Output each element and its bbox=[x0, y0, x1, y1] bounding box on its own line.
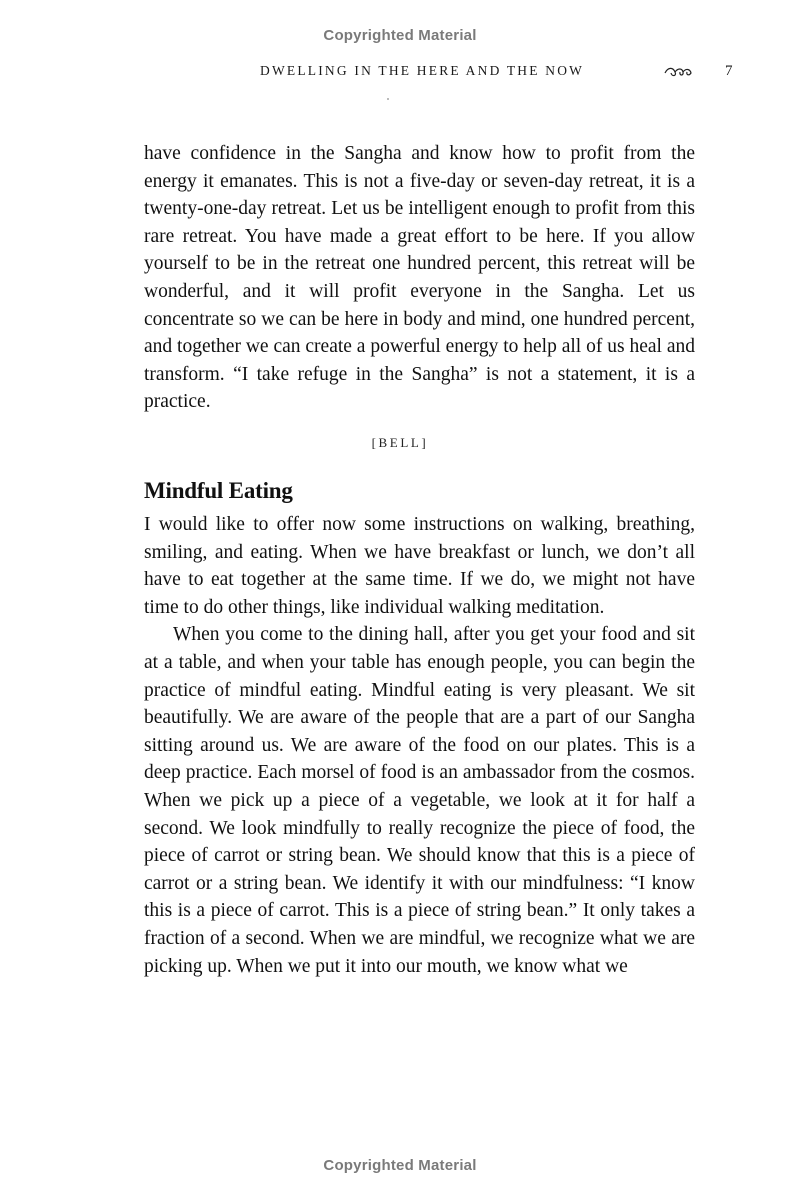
copyright-watermark-bottom: Copyrighted Material bbox=[323, 1157, 477, 1174]
printer-speck bbox=[387, 98, 389, 100]
paragraph-instructions: I would like to offer now some instructions on walking, breathing, smiling, and eating. When we have breakfast or lunch, we don’t all have to eat together at the same time. If we do, we might not have time to do other things, like individual walking meditation. bbox=[144, 514, 695, 618]
paragraph-continuation: have confidence in the Sangha and know how to profit from the energy it emanates. This is not a five-day or seven-day retreat, it is a twenty-one-day retreat. Let us be intelligent enough to profit from this rare retreat. You have made a great effort to be here. If you allow yourself to be in the retreat one hundred percent, this retreat will be wonderful, and it will profit everyone in the Sangha. Let us concentrate so we can be here in body and mind, one hundred percent, and together we can create a powerful energy to help all of us heal and transform. “I take refuge in the Sangha” is not a statement, it is a practice. bbox=[144, 143, 695, 413]
running-head bbox=[260, 63, 740, 83]
running-head-title: DWELLING IN THE HERE AND THE NOW bbox=[260, 63, 585, 78]
page-number: 7 bbox=[725, 63, 733, 79]
body-text-mindful-eating bbox=[144, 511, 695, 980]
paragraph-dining-hall: When you come to the dining hall, after you get your food and sit at a table, and when your table has enough people, you can begin the practice of mindful eating. Mindful eating is very pleasant. We sit beautifully. We are aware of the people that are a part of our Sangha sitting around us. We are aware of the food on our plates. This is a deep practice. Each morsel of food is an ambassador from the cosmos. When we pick up a piece of a vegetable, we look at it for half a second. We look mindfully to really recognize the piece of food, the piece of carrot or string bean. We should know that this is a piece of carrot or a string bean. We identify it with our mindfulness: “I know this is a piece of carrot. This is a piece of string bean.” It only takes a fraction of a second. When we are mindful, we recognize what we are picking up. When we put it into our mouth, we know what we bbox=[144, 624, 695, 977]
fleuron-ornament-icon bbox=[663, 65, 693, 79]
body-text-top bbox=[144, 140, 695, 416]
section-heading-mindful-eating: Mindful Eating bbox=[144, 478, 293, 503]
copyright-watermark-top: Copyrighted Material bbox=[323, 27, 477, 44]
bell-marker: [BELL] bbox=[371, 435, 429, 450]
